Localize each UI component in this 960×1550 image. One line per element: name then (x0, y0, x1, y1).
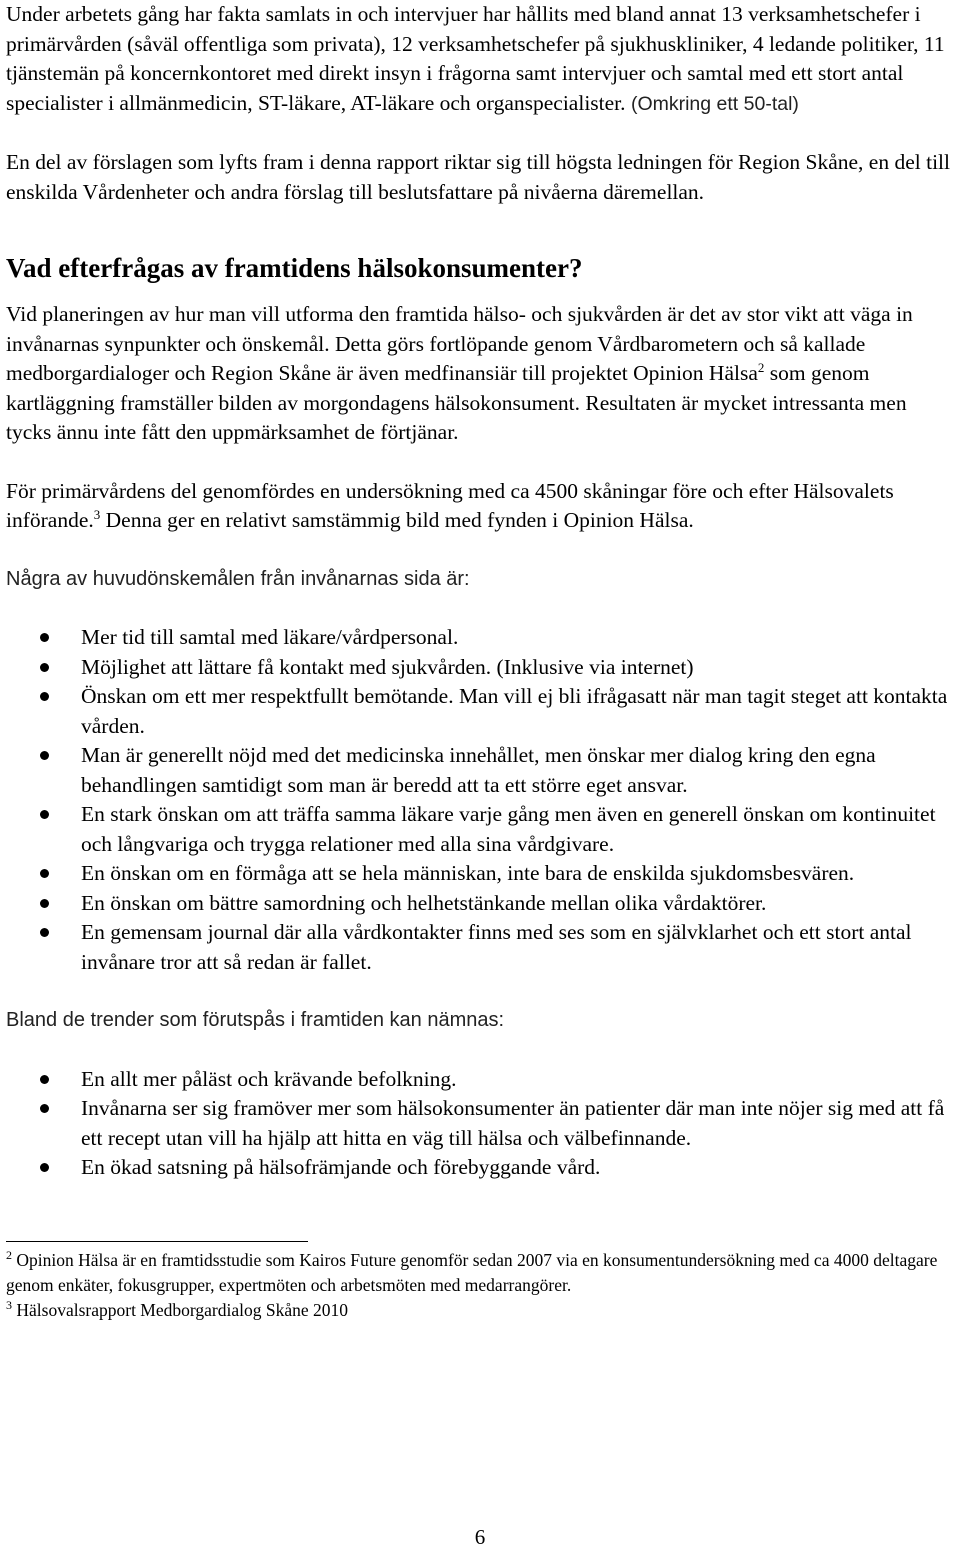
footnote-number: 2 (6, 1247, 12, 1262)
list-item-text: En önskan om bättre samordning och helhetstänkande mellan olika vårdaktörer. (81, 890, 767, 915)
bullet-icon (40, 928, 49, 937)
list-item-text: Möjlighet att lättare få kontakt med sjukvården. (Inklusive via internet) (81, 654, 694, 679)
bullet-icon (40, 899, 49, 908)
bullet-icon (40, 633, 49, 642)
footnote-text: Hälsovalsrapport Medborgardialog Skåne 2010 (12, 1299, 348, 1320)
trends-intro: Bland de trender som förutspås i framtiden kan nämnas: (6, 1009, 505, 1031)
intro-paragraph-2: En del av förslagen som lyfts fram i denna rapport riktar sig till högsta ledningen för Region Skåne, en del till enskilda Vårdenheter och andra förslag till beslutsfattare på nivåerna däremellan. (6, 150, 950, 204)
footnote-3 (6, 1298, 956, 1323)
list-item (6, 1094, 956, 1153)
list-item (6, 918, 956, 977)
wishes-intro: Några av huvudönskemålen från invånarnas sida är: (6, 567, 470, 590)
survey-paragraph (6, 477, 956, 536)
document-page (6, 0, 956, 1323)
bullet-icon (40, 1163, 49, 1172)
list-item-text: En ökad satsning på hälsofrämjande och förebyggande vård. (81, 1155, 601, 1179)
planning-text-a: Vid planeringen av hur man vill utforma den framtida hälso- och sjukvården är det av stor vikt att väga in invånarnas synpunkter och önskemål. Detta görs fortlöpande genom Vårdbarometern och så kallade medborgardialoger och Region Skåne är även medfinansiär till projektet Opinion Hälsa (6, 302, 913, 385)
list-item (6, 800, 956, 859)
list-item (6, 741, 956, 800)
footnote-text: Opinion Hälsa är en framtidsstudie som Kairos Future genomför sedan 2007 via en konsumentundersökning med ca 4000 deltagare genom enkäter, fokusgrupper, expertmöten och arbetsmöten med medarrangörer. (6, 1249, 938, 1295)
page-number: 6 (474, 1525, 486, 1549)
list-item-text: En allt mer påläst och krävande befolkning. (81, 1066, 457, 1091)
list-item (6, 623, 956, 653)
list-item-text: Invånarna ser sig framöver mer som hälsokonsumenter än patienter där man inte nöjer sig med att få ett recept utan vill ha hjälp att hitta en väg till hälsa och välbefinnande. (81, 1096, 945, 1150)
planning-text-b: som genom kartläggning framställer bilden av morgondagens hälsokonsument. Resultaten är mycket intressanta men tycks ännu inte fått den uppmärksamhet de förtjänar. (6, 361, 907, 444)
bullet-icon (40, 692, 49, 701)
list-item-text: En stark önskan om att träffa samma läkare varje gång men även en generell önskan om kontinuitet och långvariga och trygga relationer med alla sina vårdgivare. (81, 802, 936, 856)
list-item (6, 889, 956, 919)
list-item (6, 1153, 956, 1183)
intro-text: Under arbetets gång har fakta samlats in och intervjuer har hållits med bland annat 13 verksamhetschefer i primärvården (såväl offentliga som privata), 12 verksamhetschefer på sjukhuskliniker, 4 ledande politiker, 11 tjänstemän på koncernkontoret med direkt insyn i frågorna samt intervjuer och samtal med ett stort antal specialister i allmänmedicin, ST-läkare, AT-läkare och organspecialister. (6, 2, 945, 115)
planning-paragraph (6, 300, 956, 448)
bullet-icon (40, 1075, 49, 1084)
list-item (6, 653, 956, 683)
intro-paragraph-1 (6, 0, 956, 119)
list-item-text: En önskan om en förmåga att se hela människan, inte bara de enskilda sjukdomsbesvären. (81, 861, 855, 885)
bullet-icon (40, 1104, 49, 1113)
wishes-list (6, 623, 956, 977)
bullet-icon (40, 869, 49, 878)
footnote-divider (6, 1241, 308, 1242)
footnote-ref-2: 2 (757, 359, 765, 375)
section-heading: Vad efterfrågas av framtidens hälsokonsumenter? (6, 253, 583, 283)
list-item-text: Önskan om ett mer respektfullt bemötande. Man vill ej bli ifrågasatt när man tagit steget att kontakta vården. (81, 684, 948, 738)
survey-text-b: Denna ger en relativt samstämmig bild med fynden i Opinion Hälsa. (100, 508, 694, 532)
list-item (6, 682, 956, 741)
list-item-text: Man är generellt nöjd med det medicinska innehållet, men önskar mer dialog kring den egna behandlingen samtidigt som man är beredd att ta ett större eget ansvar. (81, 743, 876, 797)
footnote-number: 3 (6, 1297, 12, 1312)
list-item-text: Mer tid till samtal med läkare/vårdpersonal. (81, 625, 459, 649)
bullet-icon (40, 663, 49, 672)
list-item (6, 859, 956, 889)
bullet-icon (40, 810, 49, 819)
survey-text-a: För primärvårdens del genomfördes en undersökning med ca 4500 skåningar före och efter Hälsovalets införande. (6, 478, 894, 532)
footnote-ref-3: 3 (93, 506, 101, 522)
list-item-text: En gemensam journal där alla vårdkontakter finns med ses som en självklarhet och ett stort antal invånare tror att så redan är fallet. (81, 920, 912, 974)
intro-aside: (Omkring ett 50-tal) (625, 92, 799, 115)
list-item (6, 1065, 956, 1095)
bullet-icon (40, 751, 49, 760)
footnote-2 (6, 1248, 956, 1298)
trends-list (6, 1065, 956, 1183)
